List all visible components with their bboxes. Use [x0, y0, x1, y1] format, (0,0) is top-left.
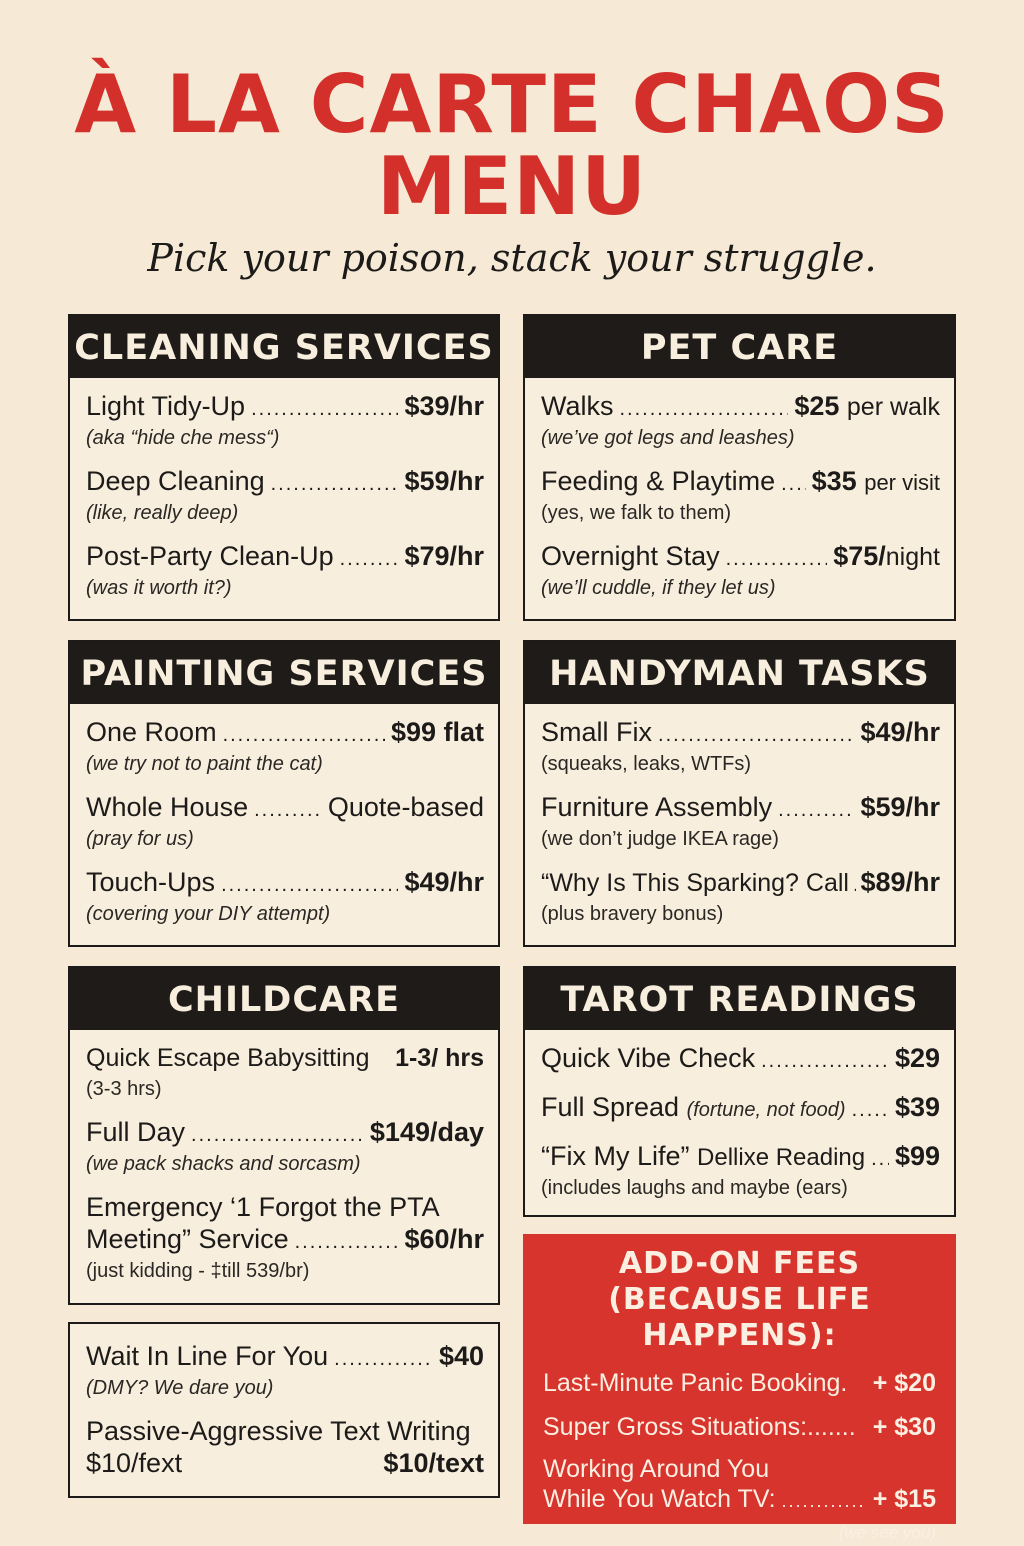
menu-item: [541, 465, 940, 526]
item-name: “Why Is This Sparking? Call: [541, 869, 849, 897]
menu-item: [86, 1191, 484, 1284]
menu-item: [541, 1042, 940, 1077]
item-name: Quick Vibe Check: [541, 1043, 756, 1073]
item-price: Quote-based: [327, 792, 484, 822]
addon-title-line2: (BECAUSE LIFE HAPPENS):: [608, 1282, 871, 1353]
menu-item: [86, 1042, 484, 1102]
cleaning-section: [68, 314, 500, 621]
item-price: $59/hr: [860, 792, 940, 822]
item-price: $59/hr: [404, 466, 484, 496]
item-price-unit: per walk: [846, 393, 940, 421]
item-note: (squeaks, leaks, WTFs): [541, 753, 752, 775]
menu-title-line1: À LA CARTE CHAOS: [74, 58, 950, 151]
tarot-section: [523, 966, 956, 1217]
item-price: $75/: [833, 541, 886, 571]
item-price: $79/hr: [404, 541, 484, 571]
menu-item: [86, 390, 484, 451]
item-name: Full Day: [86, 1117, 186, 1147]
item-name: Quick Escape Babysitting: [86, 1044, 370, 1072]
item-note: (DMY? We dare you): [86, 1377, 274, 1399]
item-name: Last-Minute Panic Booking.: [543, 1369, 848, 1397]
section-title: CLEANING SERVICES: [70, 316, 498, 378]
section-title: CHILDCARE: [70, 968, 498, 1030]
menu-item: [541, 791, 940, 852]
childcare-section: [68, 966, 500, 1305]
item-price: $99 flat: [390, 717, 484, 747]
item-name: Feeding & Playtime: [541, 466, 776, 496]
menu-item: [86, 465, 484, 526]
item-note: (includes laughs and maybe (ears): [541, 1177, 848, 1199]
menu-item: [86, 791, 484, 852]
menu-title: [0, 58, 1024, 233]
item-price: $10/text: [383, 1448, 484, 1478]
menu-item: [86, 1415, 484, 1482]
item-name: Meeting” Service: [86, 1224, 289, 1254]
menu-item: [541, 540, 940, 601]
item-price: 1-3/ hrs: [395, 1044, 484, 1072]
item-note: (aka “hide che mess“): [86, 427, 280, 449]
item-note: (we pack shacks and sorcasm): [86, 1153, 361, 1175]
item-name: Post-Party Clean-Up: [86, 541, 334, 571]
item-price: + $30: [872, 1413, 936, 1441]
item-price-unit: per visit: [864, 470, 940, 495]
addon-fees-section: [523, 1234, 956, 1542]
menu-item: [86, 540, 484, 601]
item-name: Whole House: [86, 792, 249, 822]
item-note: (we try not to paint the cat): [86, 753, 323, 775]
item-price: + $20: [872, 1369, 936, 1397]
item-price: + $15: [872, 1485, 936, 1513]
item-name: Deep Cleaning: [86, 466, 265, 496]
item-name: Walks: [541, 391, 614, 421]
addon-item: [543, 1484, 936, 1516]
menu-item: [541, 716, 940, 777]
item-note: (we’ve got legs and leashes): [541, 427, 795, 449]
item-name: While You Watch TV:: [543, 1485, 776, 1513]
item-note: (covering your DIY attempt): [86, 903, 331, 925]
item-name: Touch-Ups: [86, 867, 216, 897]
item-price-unit: night: [885, 543, 940, 571]
item-name: Overnight Stay: [541, 541, 720, 571]
item-note: (was it worth it?): [86, 577, 232, 599]
painting-section: [68, 640, 500, 947]
item-name: Small Fix: [541, 717, 653, 747]
item-note: (just kidding - ‡till 539/br): [86, 1260, 310, 1282]
item-price: $29: [894, 1043, 940, 1073]
menu-item: [86, 1340, 484, 1401]
item-name-note: (fortune, not food): [686, 1099, 846, 1121]
item-price: $49/hr: [860, 717, 940, 747]
menu-item: [541, 1091, 940, 1126]
item-price: $60/hr: [404, 1224, 484, 1254]
menu-subtitle: Pick your poison, stack your struggle.: [147, 236, 877, 280]
item-name-line1: Emergency ‘1 Forgot the PTA: [86, 1192, 440, 1222]
menu-item: [541, 1140, 940, 1201]
addon-title-line1: ADD-ON FEES: [618, 1246, 861, 1281]
section-title: TAROT READINGS: [525, 968, 954, 1030]
section-title: PET CARE: [525, 316, 954, 378]
menu-title-line2: MENU: [376, 140, 648, 233]
addon-item: [543, 1368, 936, 1398]
item-note: (we don’t judge IKEA rage): [541, 828, 779, 850]
item-name: Full Spread: [541, 1092, 680, 1122]
item-note: (plus bravery bonus): [541, 903, 724, 925]
item-name: One Room: [86, 717, 217, 747]
item-price: $149/day: [369, 1117, 484, 1147]
item-note: (yes, we falk to them): [541, 502, 732, 524]
item-name-line1: Passive-Aggressive Text Writing: [86, 1416, 471, 1446]
section-title: HANDYMAN TASKS: [525, 642, 954, 704]
misc-section: [68, 1322, 500, 1498]
item-price: $40: [438, 1341, 484, 1371]
menu-item: [541, 866, 940, 927]
item-note: (like, really deep): [86, 502, 239, 524]
menu-item: [86, 866, 484, 927]
menu-item: [86, 1116, 484, 1177]
item-price: $39: [894, 1092, 940, 1122]
menu-item: [541, 390, 940, 451]
item-price: $99: [894, 1141, 940, 1171]
item-price: $49/hr: [404, 867, 484, 897]
item-name: $10/fext: [86, 1448, 183, 1478]
item-name: Super Gross Situations:.......: [543, 1413, 856, 1441]
item-note: (we see you): [838, 1523, 936, 1542]
menu-item: [86, 716, 484, 777]
item-price: $35: [811, 466, 857, 496]
item-price: $25: [794, 391, 840, 421]
item-name: Furniture Assembly: [541, 792, 773, 822]
section-title: PAINTING SERVICES: [70, 642, 498, 704]
item-name: “Fix My Life”: [541, 1141, 690, 1171]
item-note: (pray for us): [86, 828, 194, 850]
addon-item: [543, 1412, 936, 1442]
item-name-extra: Dellixe Reading: [697, 1144, 866, 1171]
item-name: Wait In Line For You: [86, 1341, 329, 1371]
handyman-section: [523, 640, 956, 947]
pet-care-section: [523, 314, 956, 621]
item-price: $39/hr: [404, 391, 484, 421]
item-name: Light Tidy-Up: [86, 391, 246, 421]
item-price: $89/hr: [860, 867, 940, 897]
item-note: (3-3 hrs): [86, 1078, 162, 1100]
item-name-line1: Working Around You: [543, 1455, 770, 1483]
item-note: (we’ll cuddle, if they let us): [541, 577, 776, 599]
